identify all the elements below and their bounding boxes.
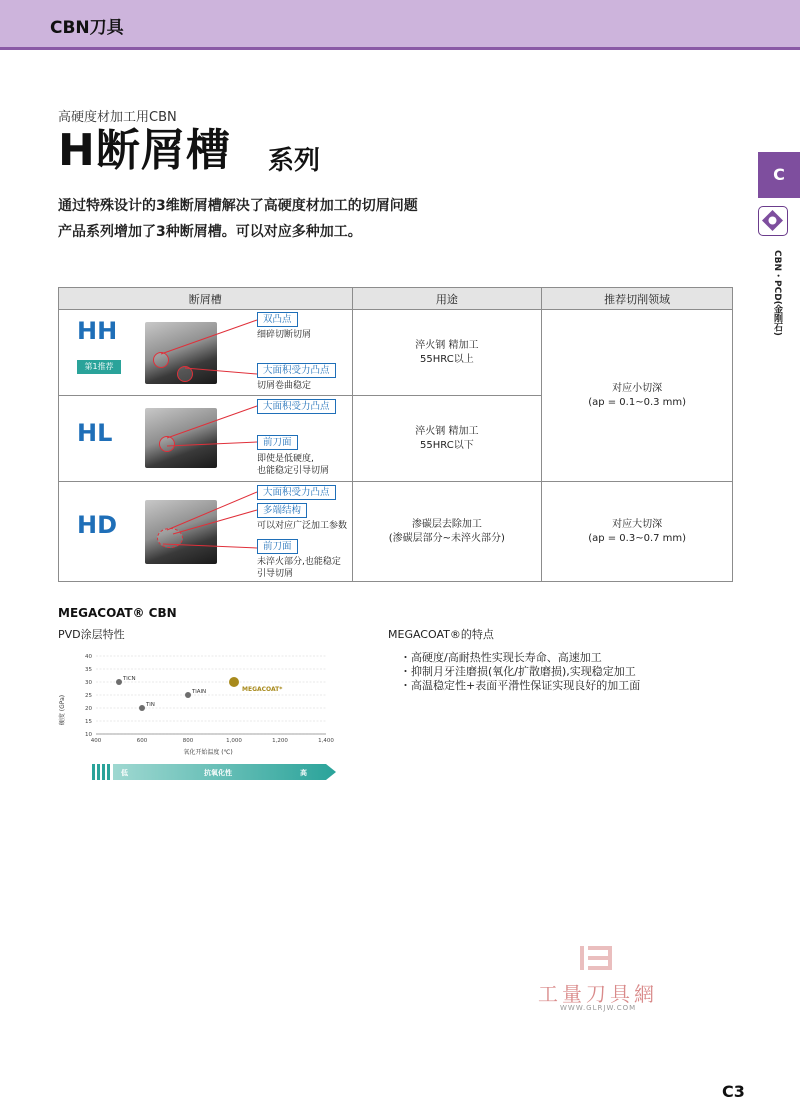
megacoat-subtitle: PVD涂层特性 — [58, 628, 125, 641]
region-line: 对应大切深 — [612, 518, 663, 530]
region-cell-small — [542, 310, 733, 482]
callout-note: 未淬火部分,也能稳定 引导切屑 — [257, 557, 341, 579]
y-tick-label: 25 — [85, 693, 92, 699]
x-axis-label: 氧化开始温度 (℃) — [183, 749, 233, 756]
region-line: (ap = 0.1~0.3 mm) — [588, 396, 687, 408]
usage-line: 渗碳层去除加工 — [411, 518, 482, 530]
watermark-brand: 工量刀具網 — [538, 982, 658, 1006]
bar-low-label: 低 — [121, 769, 128, 777]
x-tick-label: 1,400 — [318, 738, 334, 744]
callout-label: 大面积受力凸点 — [257, 399, 336, 414]
intro-line-1: 通过特殊设计的3维断屑槽解决了高硬度材加工的切屑问题 — [58, 198, 418, 214]
y-tick-label: 10 — [85, 732, 92, 738]
y-tick-label: 15 — [85, 719, 92, 725]
header-chipbreaker: 断屑槽 — [59, 288, 353, 310]
callout-note: 切屑卷曲稳定 — [257, 381, 312, 391]
chipbreaker-table — [58, 287, 733, 582]
data-point — [185, 692, 191, 698]
coating-chart — [56, 648, 346, 758]
usage-cell — [352, 310, 542, 396]
chart-grid — [96, 656, 326, 734]
chart-points — [116, 676, 283, 711]
data-point — [116, 679, 122, 685]
region-line: (ap = 0.3~0.7 mm) — [588, 532, 687, 544]
x-tick-label: 1,200 — [272, 738, 288, 744]
usage-cell — [352, 482, 542, 582]
usage-line: 55HRC以上 — [420, 353, 474, 365]
feature-item: ・高硬度/高耐热性实现长寿命、高速加工 — [400, 651, 602, 664]
x-tick-label: 800 — [182, 738, 194, 744]
side-vertical-label: CBN・PCD(金刚石) — [772, 250, 782, 336]
hero-subtitle: 高硬度材加工用CBN — [58, 110, 177, 125]
x-tick-label: 1,000 — [226, 738, 242, 744]
watermark-url: WWW.GLRJW.COM — [560, 1004, 637, 1012]
region-line: 对应小切深 — [612, 382, 663, 394]
table-row — [59, 482, 733, 582]
chipbreaker-cell-hh — [59, 310, 353, 396]
callout-label: 大面积受力凸点 — [257, 485, 336, 500]
x-tick-labels — [91, 738, 335, 744]
y-tick-label: 30 — [85, 680, 92, 686]
chipbreaker-code: HH — [77, 317, 118, 345]
callout-label: 前刀面 — [257, 435, 298, 450]
data-point — [229, 677, 239, 687]
usage-cell — [352, 396, 542, 482]
page-title-suffix: 系列 — [268, 146, 321, 176]
header-bar — [0, 0, 800, 50]
recommend-badge: 第1推荐 — [77, 360, 121, 374]
features-list — [400, 651, 640, 693]
usage-line: 55HRC以下 — [420, 439, 474, 451]
point-label: TiCN — [123, 676, 136, 682]
feature-item: ・抑制月牙洼磨损(氧化/扩散磨损),实现稳定加工 — [400, 665, 636, 678]
usage-line: 淬火钢 精加工 — [415, 425, 479, 437]
x-tick-label: 400 — [90, 738, 102, 744]
x-tick-label: 600 — [136, 738, 148, 744]
header-region: 推荐切削领域 — [542, 288, 733, 310]
section-tab[interactable]: C — [758, 152, 800, 198]
header-usage: 用途 — [352, 288, 542, 310]
page-number: C3 — [722, 1082, 745, 1101]
y-axis-label: 硬度 (GPa) — [59, 694, 66, 726]
point-label: MEGACOAT* — [242, 686, 283, 693]
feature-item: ・高温稳定性+表面平滑性保证实现良好的加工面 — [400, 679, 641, 692]
intro-line-2: 产品系列增加了3种断屑槽。可以对应多种加工。 — [58, 224, 362, 240]
y-tick-label: 35 — [85, 667, 92, 673]
callout-label: 前刀面 — [257, 539, 298, 554]
callout-label: 多端结构 — [257, 503, 307, 518]
data-point — [139, 705, 145, 711]
usage-line: (渗碳层部分~未淬火部分) — [388, 532, 505, 544]
callout-note: 即使是低硬度, 也能稳定引导切屑 — [257, 454, 330, 476]
chipbreaker-cell-hd — [59, 482, 353, 582]
page-title: H断屑槽 — [58, 125, 231, 176]
table-header-row — [59, 288, 733, 310]
chipbreaker-cell-hl — [59, 396, 353, 482]
section-title: CBN刀具 — [50, 18, 124, 38]
callout-label: 大面积受力凸点 — [257, 363, 336, 378]
point-label: TiAlN — [192, 689, 207, 695]
diamond-insert-icon — [758, 206, 788, 236]
usage-line: 淬火钢 精加工 — [415, 339, 479, 351]
y-tick-label: 40 — [85, 654, 92, 660]
table-row — [59, 310, 733, 396]
chipbreaker-code: HD — [77, 511, 118, 539]
callout-note: 可以对应广泛加工参数 — [257, 521, 348, 531]
bar-mid-label: 抗氧化性 — [204, 769, 232, 777]
callout-label: 双凸点 — [257, 312, 298, 327]
y-tick-label: 20 — [85, 706, 92, 712]
features-title: MEGACOAT®的特点 — [388, 628, 494, 641]
chipbreaker-code: HL — [77, 419, 113, 447]
megacoat-title: MEGACOAT® CBN — [58, 606, 177, 620]
region-cell-large — [542, 482, 733, 582]
point-label: TiN — [146, 702, 155, 708]
y-tick-labels — [85, 654, 92, 738]
bar-high-label: 高 — [300, 769, 307, 777]
callout-note: 细碎切断切屑 — [257, 330, 312, 340]
